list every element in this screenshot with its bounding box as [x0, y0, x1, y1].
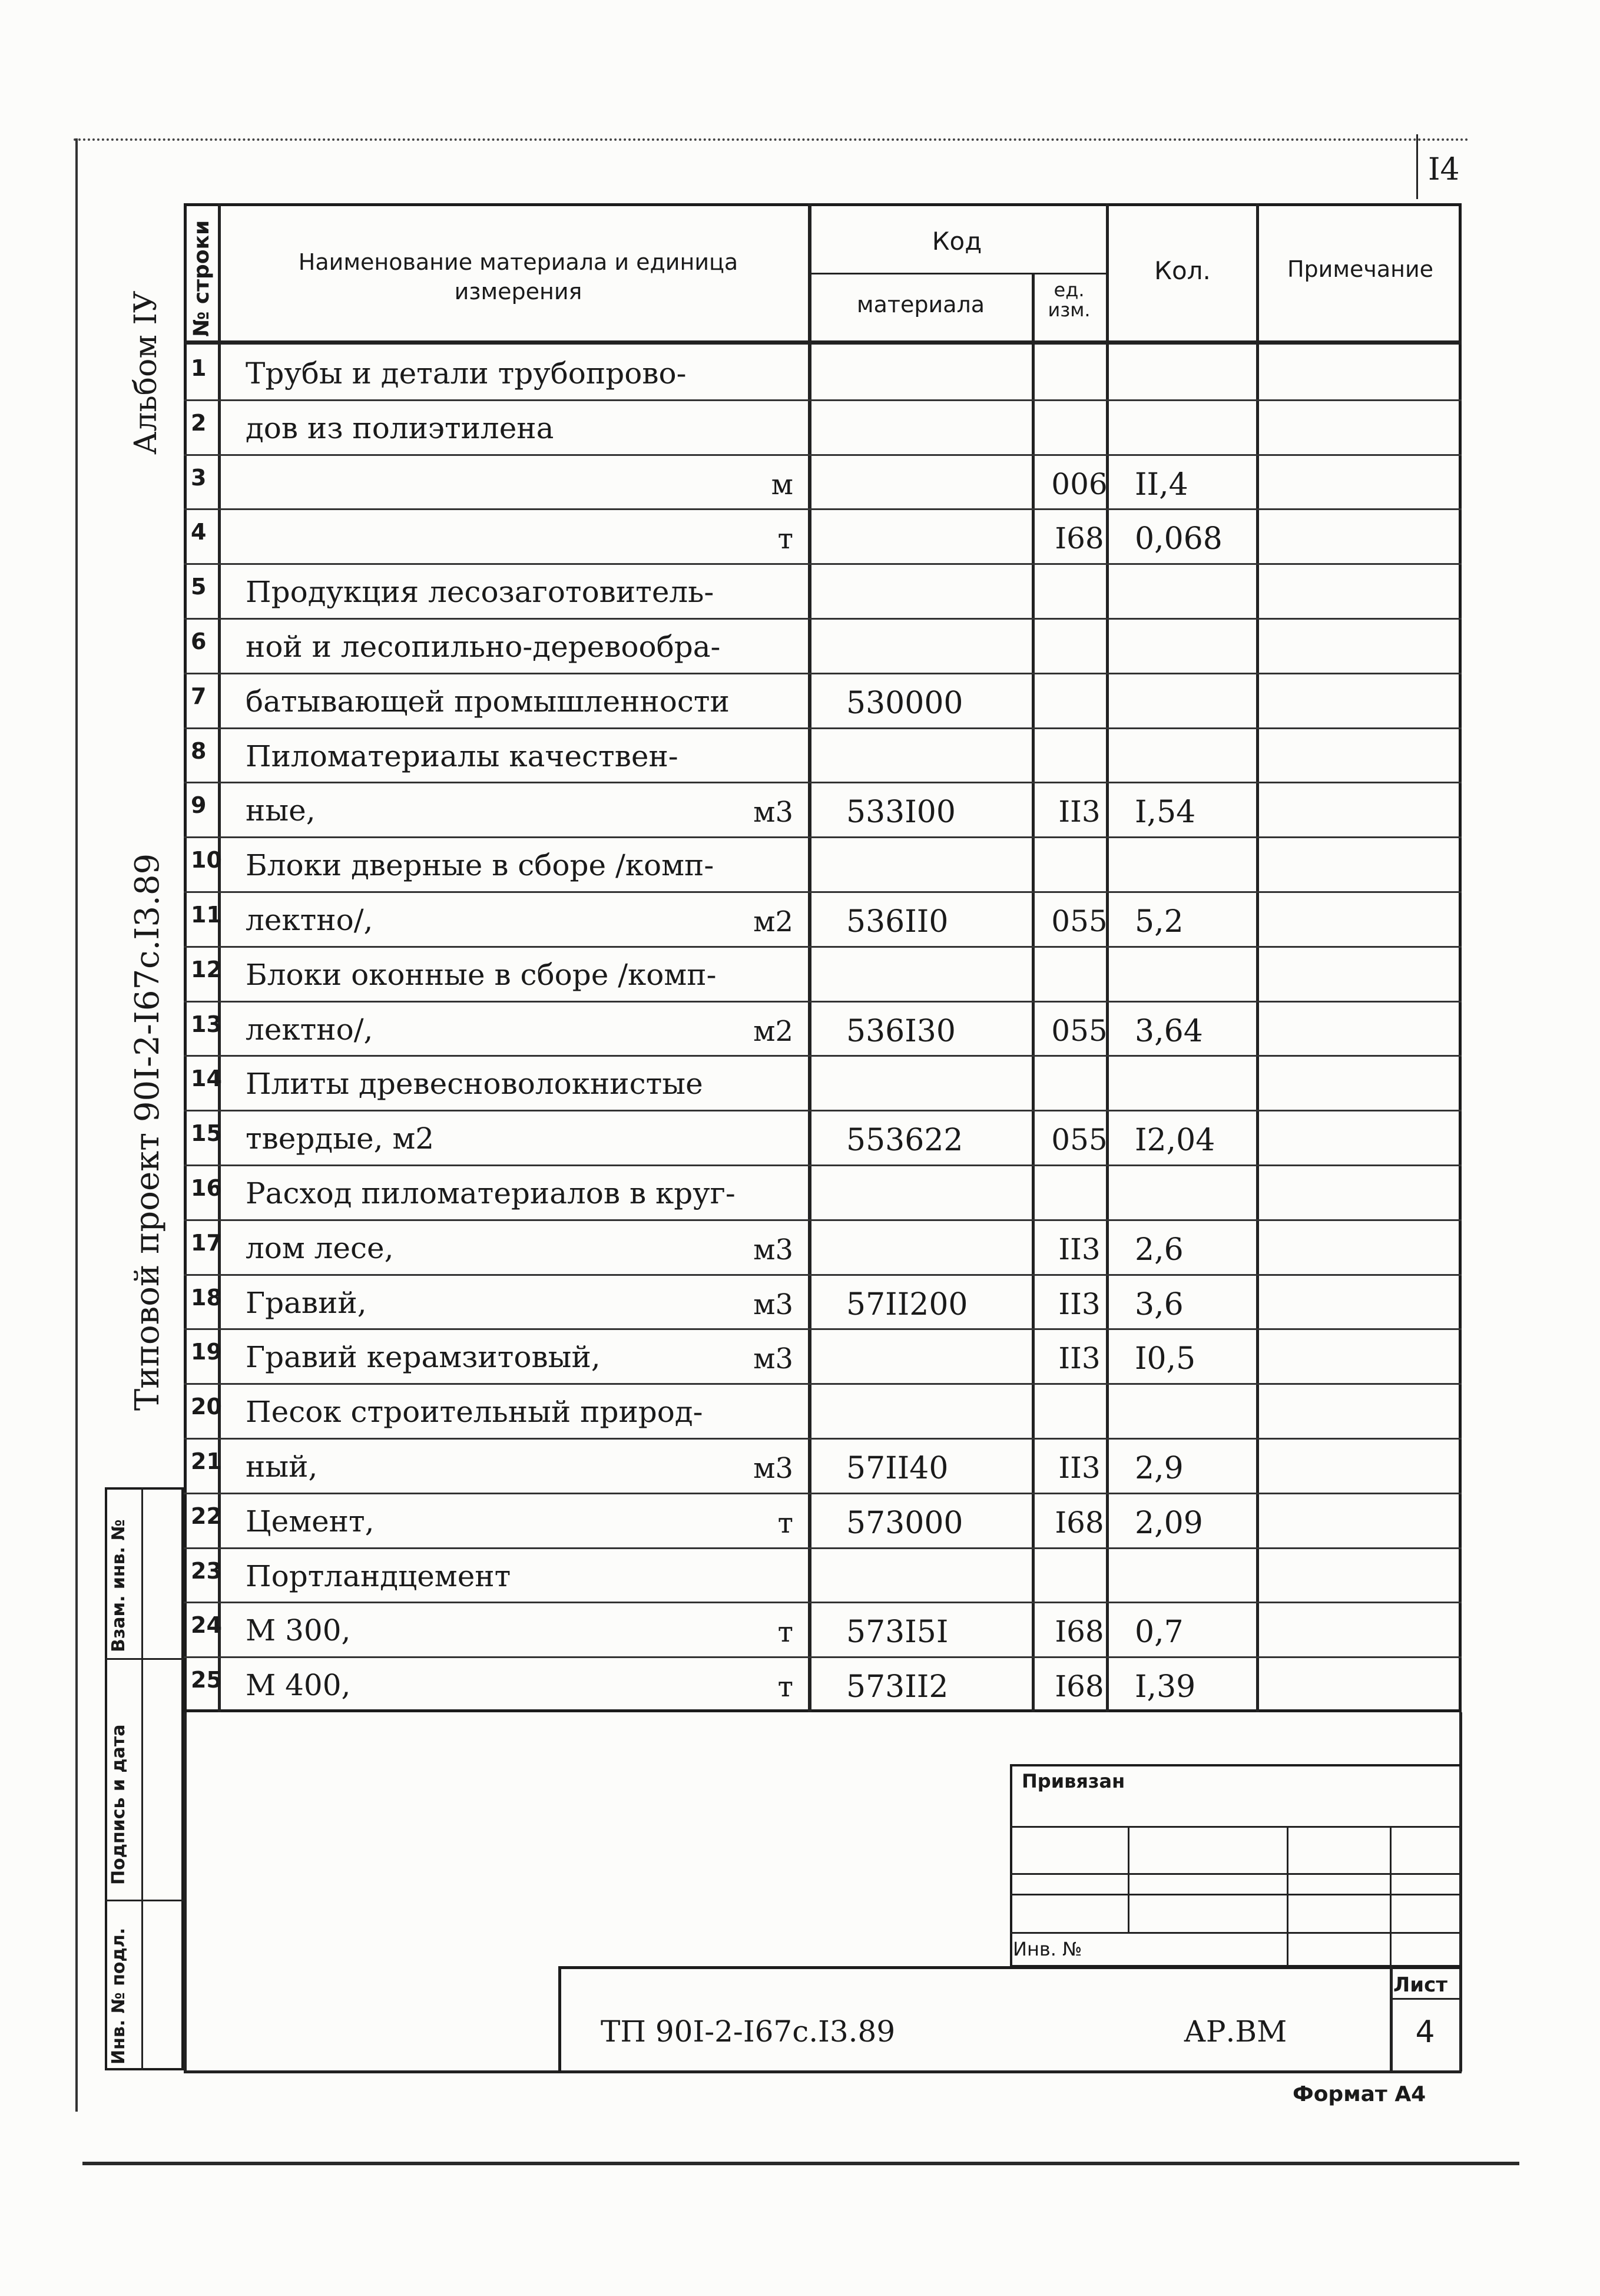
table-row: [184, 1274, 1462, 1329]
table-row: [184, 1164, 1462, 1219]
row-unit-name: м3: [753, 1233, 793, 1266]
stamp-vzam-inv: Взам. инв. №: [108, 1519, 129, 1652]
header-qty: Кол.: [1154, 256, 1211, 285]
row-name: ной и лесопильно-деревообра-: [246, 630, 721, 664]
table-row: [184, 563, 1462, 618]
row-unit-code: II3: [1058, 1451, 1101, 1485]
privyazan-h3: [1010, 1894, 1461, 1895]
frame-left-line: [75, 138, 78, 2112]
table-row: [184, 1110, 1462, 1164]
row-name: Блоки оконные в сборе /комп-: [246, 957, 717, 992]
row-unit-name: м2: [753, 1014, 793, 1048]
header-code: Код: [932, 227, 982, 256]
row-number: 11: [191, 902, 222, 928]
stamp-podpis-data: Подпись и дата: [108, 1724, 129, 1885]
row-name: Расход пиломатериалов в круг-: [246, 1176, 736, 1210]
privyazan-h4: [1010, 1932, 1461, 1934]
stamp-inv-no-podl: Инв. № подл.: [108, 1927, 129, 2065]
row-name: Цемент,: [246, 1504, 375, 1539]
row-name: Пиломатериалы качествен-: [246, 739, 678, 773]
table-row: [184, 508, 1462, 563]
row-unit-code: II3: [1058, 795, 1101, 829]
row-name: ные,: [246, 793, 316, 828]
table-row: [184, 1055, 1462, 1110]
row-number: 21: [191, 1448, 222, 1474]
row-quantity: I0,5: [1135, 1341, 1196, 1377]
row-material-code: 573000: [846, 1505, 963, 1541]
format-label: Формат А4: [1293, 2082, 1426, 2106]
row-unit-code: 055: [1051, 1013, 1108, 1048]
row-unit-code: II3: [1058, 1232, 1101, 1266]
row-number: 6: [191, 628, 207, 654]
row-number: 3: [191, 464, 207, 491]
header-name: Наименование материала и единица измерения: [298, 249, 738, 305]
row-unit-code: I68: [1055, 1615, 1104, 1649]
row-quantity: 3,6: [1135, 1286, 1184, 1322]
row-unit-name: т: [777, 1506, 793, 1540]
table-row: [184, 673, 1462, 727]
table-row: [184, 782, 1462, 836]
row-quantity: I,39: [1135, 1669, 1196, 1705]
row-number: 20: [191, 1394, 222, 1420]
table-row: [184, 836, 1462, 891]
sheet-number: 4: [1415, 2014, 1435, 2050]
side-stamp-divider: [141, 1487, 143, 2070]
row-name: лектно/,: [246, 1012, 373, 1047]
row-name: Портландцемент: [246, 1559, 511, 1593]
album-label: Альбом IУ: [128, 290, 164, 455]
row-number: 8: [191, 737, 207, 764]
row-name: Трубы и детали трубопрово-: [246, 356, 687, 391]
title-mark: АР.ВМ: [1184, 2014, 1287, 2049]
table-row: [184, 1493, 1462, 1547]
row-number: 5: [191, 574, 207, 600]
row-unit-name: м3: [753, 1342, 793, 1376]
row-number: 10: [191, 847, 222, 874]
row-unit-code: 006: [1051, 467, 1108, 501]
row-unit-name: т: [777, 522, 793, 556]
row-unit-name: т: [777, 1670, 793, 1704]
row-quantity: II,4: [1135, 467, 1188, 502]
table-row: [184, 946, 1462, 1001]
row-material-code: 536II0: [846, 904, 949, 939]
row-name: лом лесе,: [246, 1230, 394, 1265]
table-row: [184, 618, 1462, 673]
row-number: 15: [191, 1120, 222, 1147]
row-unit-name: м3: [753, 1288, 793, 1321]
row-name: Гравий,: [246, 1285, 367, 1320]
row-material-code: 533I00: [846, 795, 956, 831]
title-doc-code: ТП 90I-2-I67с.I3.89: [601, 2014, 896, 2049]
side-stamp-h2: [105, 1900, 184, 1901]
row-unit-code: II3: [1058, 1286, 1101, 1321]
row-quantity: 0,068: [1135, 521, 1223, 557]
row-name: М 400,: [246, 1668, 351, 1703]
row-quantity: I2,04: [1135, 1123, 1215, 1159]
table-row: [184, 1656, 1462, 1711]
row-unit-code: I68: [1055, 1669, 1104, 1704]
row-material-code: 530000: [846, 685, 963, 721]
row-unit-code: I68: [1055, 521, 1104, 556]
table-row: [184, 1219, 1462, 1274]
header-unit: ед. изм.: [1048, 279, 1091, 321]
sheet-corner-number: I4: [1428, 152, 1460, 187]
header-row-number: № строки: [190, 220, 214, 337]
table-row: [184, 1602, 1462, 1656]
project-side-label: Типовой проект 90I-2-I67с.I3.89: [128, 853, 167, 1411]
row-number: 19: [191, 1339, 222, 1365]
row-name: Продукция лесозаготовитель-: [246, 575, 714, 610]
lower-frame-left: [184, 1712, 187, 2072]
row-unit-code: 055: [1051, 1123, 1108, 1157]
row-material-code: 536I30: [846, 1013, 956, 1049]
row-quantity: I,54: [1135, 795, 1196, 831]
privyazan-v3: [1390, 1826, 1392, 1967]
row-unit-code: II3: [1058, 1341, 1101, 1376]
row-name: ный,: [246, 1450, 318, 1484]
table-row: [184, 1383, 1462, 1438]
row-material-code: 57II40: [846, 1451, 949, 1486]
row-name: Песок строительный природ-: [246, 1395, 703, 1430]
row-quantity: 3,64: [1135, 1013, 1203, 1049]
row-unit-name: м: [771, 468, 793, 501]
row-number: 17: [191, 1229, 222, 1256]
privyazan-h1: [1010, 1826, 1461, 1828]
row-quantity: 2,9: [1135, 1451, 1184, 1486]
row-quantity: 5,2: [1135, 904, 1184, 939]
row-unit-name: м3: [753, 1452, 793, 1485]
table-row: [184, 727, 1462, 782]
row-number: 23: [191, 1557, 222, 1584]
row-name: Гравий керамзитовый,: [246, 1340, 601, 1375]
row-quantity: 2,6: [1135, 1232, 1184, 1268]
header-code-divider: [808, 273, 1106, 274]
row-material-code: 57II200: [846, 1286, 968, 1322]
row-name: твердые, м2: [246, 1121, 435, 1156]
privyazan-v2: [1287, 1826, 1288, 1967]
table-row: [184, 1438, 1462, 1493]
row-number: 25: [191, 1667, 222, 1693]
table-row: [184, 1547, 1462, 1602]
row-unit-name: м2: [753, 905, 793, 938]
row-name: М 300,: [246, 1613, 351, 1648]
row-unit-name: т: [777, 1616, 793, 1649]
row-number: 9: [191, 792, 207, 819]
table-row: [184, 1001, 1462, 1056]
privyazan-h2: [1010, 1873, 1461, 1875]
row-number: 16: [191, 1175, 222, 1201]
row-number: 13: [191, 1011, 222, 1037]
row-unit-name: м3: [753, 796, 793, 829]
row-number: 12: [191, 956, 222, 982]
row-number: 18: [191, 1284, 222, 1311]
row-number: 2: [191, 409, 207, 436]
row-material-code: 573I5I: [846, 1615, 949, 1650]
privyazan-label: Привязан: [1022, 1770, 1125, 1792]
row-number: 24: [191, 1612, 222, 1639]
side-stamp-h1: [105, 1658, 184, 1660]
row-material-code: 573II2: [846, 1669, 949, 1705]
row-quantity: 0,7: [1135, 1615, 1184, 1650]
table-row: [184, 399, 1462, 454]
inv-no-label: Инв. №: [1013, 1938, 1082, 1960]
row-number: 1: [191, 355, 207, 381]
row-name: дов из полиэтилена: [246, 411, 554, 445]
title-sheet-h: [1390, 1998, 1460, 2000]
row-name: батывающей промышленности: [246, 684, 730, 719]
frame-bottom-line: [82, 2162, 1519, 2165]
table-row: [184, 345, 1462, 399]
row-number: 14: [191, 1066, 222, 1092]
privyazan-v1: [1128, 1826, 1129, 1932]
header-note: Примечание: [1287, 256, 1434, 282]
sheet-label: Лист: [1393, 1973, 1447, 1997]
row-number: 4: [191, 519, 207, 545]
row-unit-code: I68: [1055, 1505, 1104, 1540]
table-row: [184, 1328, 1462, 1383]
table-row: [184, 891, 1462, 946]
row-number: 22: [191, 1503, 222, 1529]
row-quantity: 2,09: [1135, 1505, 1203, 1541]
row-number: 7: [191, 683, 207, 709]
row-material-code: 553622: [846, 1123, 963, 1159]
frame-top-line: [74, 138, 1469, 141]
row-unit-code: 055: [1051, 904, 1108, 938]
row-name: Блоки дверные в сборе /комп-: [246, 848, 714, 883]
row-name: Плиты древесноволокнистые: [246, 1067, 703, 1101]
privyazan-block: [1010, 1764, 1461, 1967]
corner-box-line: [1416, 134, 1418, 199]
header-material: материала: [856, 292, 985, 317]
row-name: лектно/,: [246, 903, 373, 937]
header-bottom: [184, 340, 1462, 345]
table-row: [184, 454, 1462, 509]
